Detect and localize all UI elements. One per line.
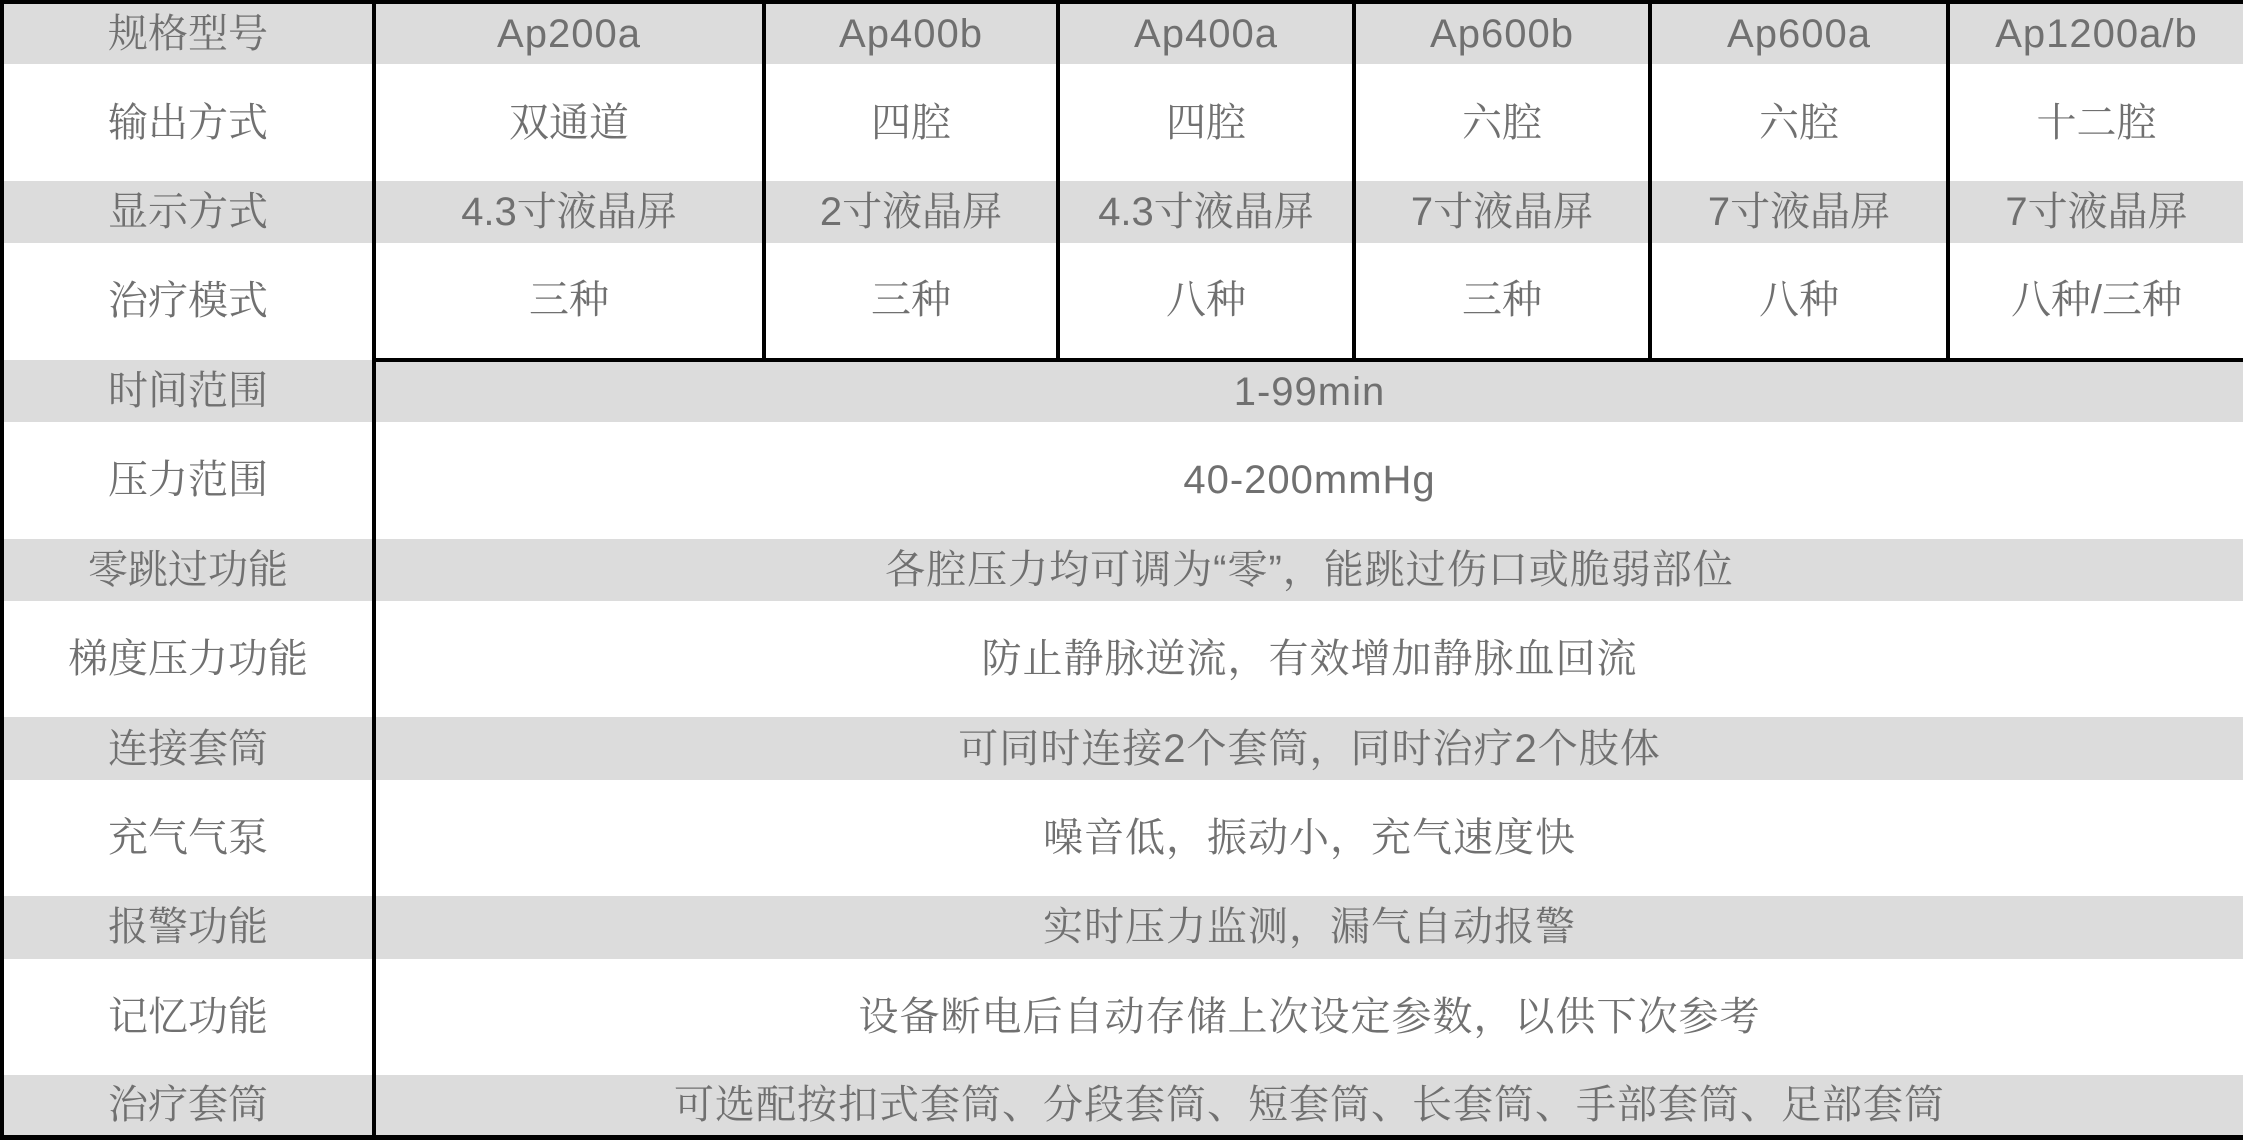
table-row <box>2 422 2243 539</box>
table-row <box>2 360 2243 422</box>
table-row <box>2 959 2243 1076</box>
row-label: 零跳过功能 <box>2 539 374 601</box>
spec-cell: 三种 <box>1354 243 1650 360</box>
spec-cell: 双通道 <box>509 100 629 145</box>
merged-value-cell: 防止静脉逆流，有效增加静脉血回流 <box>981 637 1638 682</box>
spec-cell: 四腔 <box>764 64 1058 181</box>
table-row <box>2 717 2243 779</box>
model-header: Ap1200a/b <box>1948 2 2243 64</box>
row-label: 梯度压力功能 <box>2 601 374 718</box>
table-row <box>2 539 2243 601</box>
model-header: Ap600a <box>1650 2 1948 64</box>
spec-cell: 4.3寸液晶屏 <box>1058 181 1354 243</box>
spec-cell: 三种 <box>374 243 764 360</box>
header-row-label: 规格型号 <box>2 2 374 64</box>
model-header: Ap200a <box>497 12 641 57</box>
row-label: 输出方式 <box>2 64 374 181</box>
row-label: 显示方式 <box>2 181 374 243</box>
table-row <box>2 243 2243 360</box>
table-row <box>2 1075 2243 1137</box>
spec-cell: 六腔 <box>1650 64 1948 181</box>
spec-cell: 八种 <box>1058 243 1354 360</box>
row-label: 压力范围 <box>2 422 374 539</box>
row-label: 治疗模式 <box>2 243 374 360</box>
table-row <box>2 64 2243 181</box>
merged-value-cell: 可选配按扣式套筒、分段套筒、短套筒、长套筒、手部套筒、足部套筒 <box>674 1083 1945 1128</box>
spec-cell: 四腔 <box>1058 64 1354 181</box>
spec-cell: 三种 <box>764 243 1058 360</box>
model-header: Ap400a <box>1058 2 1354 64</box>
row-label: 充气气泵 <box>2 780 374 897</box>
merged-value-cell: 1-99min <box>1233 369 1386 414</box>
table-row <box>2 181 2243 243</box>
spec-cell: 八种/三种 <box>1948 243 2243 360</box>
table-row <box>2 780 2243 897</box>
merged-value-cell: 实时压力监测，漏气自动报警 <box>1043 905 1576 950</box>
spec-cell: 4.3寸液晶屏 <box>461 190 677 234</box>
row-label: 连接套筒 <box>2 717 374 779</box>
table-row <box>2 2 2243 64</box>
table-row <box>2 601 2243 718</box>
merged-value-cell: 可同时连接2个套筒，同时治疗2个肢体 <box>958 726 1661 771</box>
spec-cell: 十二腔 <box>1948 64 2243 181</box>
spec-cell: 7寸液晶屏 <box>1948 181 2243 243</box>
model-header: Ap400b <box>764 2 1058 64</box>
merged-value-cell: 40-200mmHg <box>1183 458 1436 503</box>
spec-cell: 八种 <box>1650 243 1948 360</box>
merged-value-cell: 设备断电后自动存储上次设定参数，以供下次参考 <box>858 994 1761 1039</box>
spec-cell: 2寸液晶屏 <box>764 181 1058 243</box>
spec-cell: 7寸液晶屏 <box>1650 181 1948 243</box>
row-label: 时间范围 <box>2 360 374 422</box>
spec-cell: 7寸液晶屏 <box>1354 181 1650 243</box>
merged-value-cell: 噪音低，振动小，充气速度快 <box>1043 816 1576 861</box>
model-header: Ap600b <box>1354 2 1650 64</box>
row-label: 记忆功能 <box>2 959 374 1076</box>
row-label: 报警功能 <box>2 896 374 958</box>
row-label: 治疗套筒 <box>2 1075 374 1137</box>
table-row <box>2 896 2243 958</box>
merged-value-cell: 各腔压力均可调为“零”，能跳过伤口或脆弱部位 <box>885 547 1734 592</box>
spec-cell: 六腔 <box>1354 64 1650 181</box>
